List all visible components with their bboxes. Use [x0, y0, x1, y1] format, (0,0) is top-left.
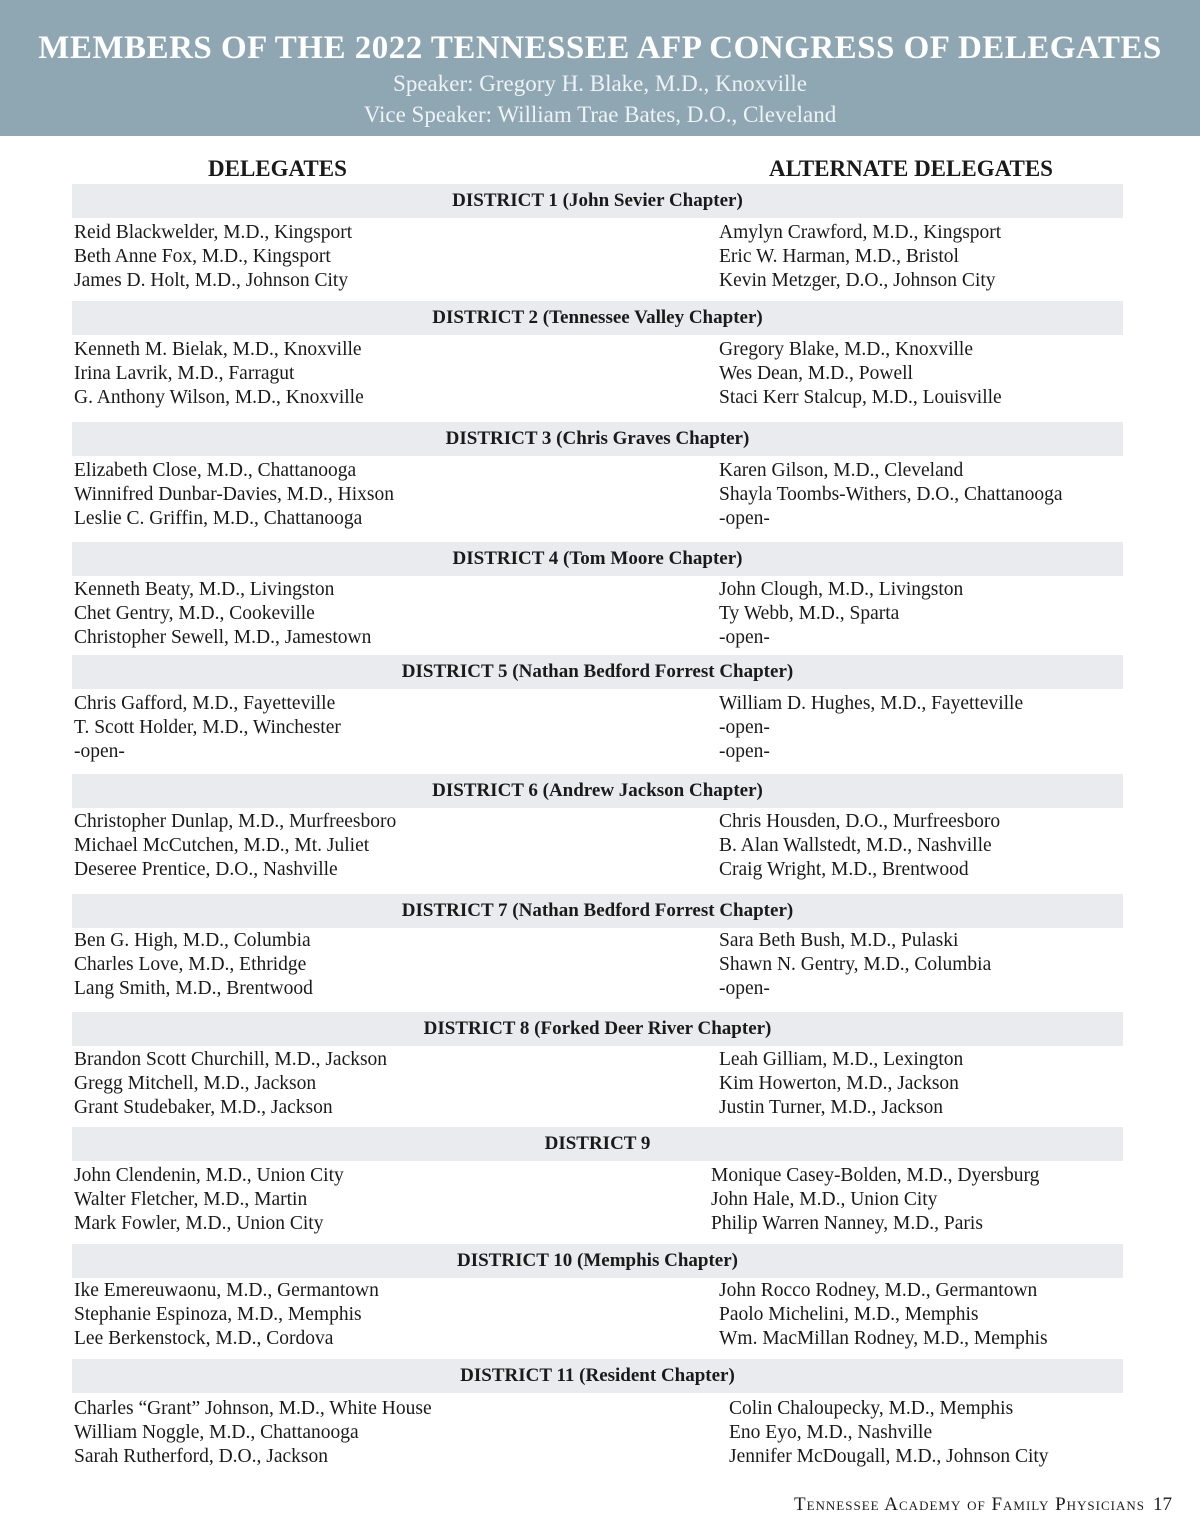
delegate-name: Christopher Dunlap, M.D., Murfreesboro: [74, 811, 397, 832]
district-7-delegates: [74, 929, 313, 1000]
delegate-name: Walter Fletcher, M.D., Martin: [74, 1188, 308, 1210]
alternate-name: Leah Gilliam, M.D., Lexington: [719, 1049, 964, 1070]
district-2-alternates: [719, 338, 1002, 409]
delegate-name: Beth Anne Fox, M.D., Kingsport: [74, 245, 331, 267]
page-title: MEMBERS OF THE 2022 TENNESSEE AFP CONGRESS OF DELEGATES: [38, 30, 1162, 66]
district-4-delegates: [74, 578, 371, 649]
district-10-delegates: [74, 1279, 379, 1350]
district-5-alternates: [719, 692, 1023, 763]
delegate-name: James D. Holt, M.D., Johnson City: [74, 269, 349, 291]
delegate-name: Gregg Mitchell, M.D., Jackson: [74, 1072, 317, 1094]
delegate-name: Stephanie Espinoza, M.D., Memphis: [74, 1303, 362, 1325]
alternate-name: B. Alan Wallstedt, M.D., Nashville: [719, 834, 992, 856]
district-5-heading: DISTRICT 5 (Nathan Bedford Forrest Chapter): [72, 655, 1123, 689]
alternate-name: Eric W. Harman, M.D., Bristol: [719, 245, 959, 267]
district-3-delegates: [74, 459, 394, 530]
district-10-heading: DISTRICT 10 (Memphis Chapter): [72, 1244, 1123, 1278]
delegate-name: Christopher Sewell, M.D., Jamestown: [74, 626, 372, 648]
delegate-name: Charles “Grant” Johnson, M.D., White House: [74, 1398, 432, 1419]
alternate-name: -open-: [719, 507, 770, 529]
alternate-name: Wes Dean, M.D., Powell: [719, 362, 913, 384]
delegate-name: Michael McCutchen, M.D., Mt. Juliet: [74, 834, 370, 856]
alternate-name: -open-: [719, 626, 770, 648]
alternate-name: Monique Casey-Bolden, M.D., Dyersburg: [711, 1165, 1040, 1186]
district-1-alternates: [719, 221, 1001, 292]
alternate-name: Chris Housden, D.O., Murfreesboro: [719, 811, 1001, 832]
header-banner: [0, 0, 1200, 136]
district-1-heading: DISTRICT 1 (John Sevier Chapter): [72, 184, 1123, 218]
delegate-name: Reid Blackwelder, M.D., Kingsport: [74, 222, 353, 243]
district-11-delegates: [74, 1397, 432, 1468]
delegate-name: Winnifred Dunbar-Davies, M.D., Hixson: [74, 483, 394, 505]
alternate-name: Paolo Michelini, M.D., Memphis: [719, 1303, 979, 1325]
delegate-name: Grant Studebaker, M.D., Jackson: [74, 1096, 333, 1118]
district-8-delegates: [74, 1048, 387, 1119]
alternate-name: Shayla Toombs-Withers, D.O., Chattanooga: [719, 483, 1063, 505]
delegate-name: Elizabeth Close, M.D., Chattanooga: [74, 460, 357, 481]
alternate-name: Shawn N. Gentry, M.D., Columbia: [719, 953, 992, 975]
alternate-name: Jennifer McDougall, M.D., Johnson City: [729, 1445, 1049, 1467]
alternate-name: Craig Wright, M.D., Brentwood: [719, 858, 969, 880]
delegate-name: -open-: [74, 740, 125, 762]
district-7-alternates: [719, 929, 991, 1000]
district-9-alternates: [711, 1164, 1039, 1235]
district-9-heading: DISTRICT 9: [72, 1127, 1123, 1161]
alternate-name: Amylyn Crawford, M.D., Kingsport: [719, 222, 1002, 243]
district-6-alternates: [719, 810, 1000, 881]
delegate-name: Kenneth M. Bielak, M.D., Knoxville: [74, 339, 362, 360]
delegate-name: Leslie C. Griffin, M.D., Chattanooga: [74, 507, 363, 529]
delegate-name: Mark Fowler, M.D., Union City: [74, 1212, 324, 1234]
delegate-name: Chet Gentry, M.D., Cookeville: [74, 602, 315, 624]
alternate-name: Justin Turner, M.D., Jackson: [719, 1096, 944, 1118]
publication-name: Tennessee Academy of Family Physicians: [793, 1494, 1145, 1515]
delegate-name: Lang Smith, M.D., Brentwood: [74, 977, 313, 999]
district-4-alternates: [719, 578, 963, 649]
alternate-name: Kevin Metzger, D.O., Johnson City: [719, 269, 996, 291]
delegate-name: William Noggle, M.D., Chattanooga: [74, 1421, 359, 1443]
district-2-delegates: [74, 338, 364, 409]
alternate-name: Wm. MacMillan Rodney, M.D., Memphis: [719, 1327, 1048, 1349]
district-9-delegates: [74, 1164, 344, 1235]
alternate-name: Sara Beth Bush, M.D., Pulaski: [719, 930, 959, 951]
alternate-name: Philip Warren Nanney, M.D., Paris: [711, 1212, 983, 1234]
delegate-name: John Clendenin, M.D., Union City: [74, 1165, 344, 1186]
delegate-name: Ike Emereuwaonu, M.D., Germantown: [74, 1280, 379, 1301]
district-11-alternates: [729, 1397, 1049, 1468]
alternate-name: John Clough, M.D., Livingston: [719, 579, 964, 600]
page-number: 17: [1153, 1494, 1172, 1515]
district-4-heading: DISTRICT 4 (Tom Moore Chapter): [72, 542, 1123, 576]
delegate-name: Sarah Rutherford, D.O., Jackson: [74, 1445, 328, 1467]
alternate-name: Kim Howerton, M.D., Jackson: [719, 1072, 959, 1094]
delegate-name: Charles Love, M.D., Ethridge: [74, 953, 307, 975]
page-footer: [794, 1491, 1172, 1519]
speaker-line: Speaker: Gregory H. Blake, M.D., Knoxville: [393, 71, 807, 96]
delegates-column-heading: DELEGATES: [208, 156, 347, 181]
district-2-heading: DISTRICT 2 (Tennessee Valley Chapter): [72, 301, 1123, 335]
district-11-heading: DISTRICT 11 (Resident Chapter): [72, 1359, 1123, 1393]
alternate-name: William D. Hughes, M.D., Fayetteville: [719, 693, 1024, 714]
delegate-name: Brandon Scott Churchill, M.D., Jackson: [74, 1049, 388, 1070]
alternate-name: Eno Eyo, M.D., Nashville: [729, 1421, 933, 1443]
alternates-column-heading: ALTERNATE DELEGATES: [769, 156, 1053, 181]
district-7-heading: DISTRICT 7 (Nathan Bedford Forrest Chapter): [72, 894, 1123, 928]
delegate-name: T. Scott Holder, M.D., Winchester: [74, 716, 341, 738]
district-8-alternates: [719, 1048, 963, 1119]
alternate-name: -open-: [719, 716, 770, 738]
alternate-name: Colin Chaloupecky, M.D., Memphis: [729, 1398, 1014, 1419]
alternate-name: John Hale, M.D., Union City: [711, 1188, 938, 1210]
delegate-name: Deseree Prentice, D.O., Nashville: [74, 858, 338, 880]
delegate-name: Ben G. High, M.D., Columbia: [74, 930, 311, 951]
district-8-heading: DISTRICT 8 (Forked Deer River Chapter): [72, 1012, 1123, 1046]
alternate-name: Staci Kerr Stalcup, M.D., Louisville: [719, 386, 1002, 408]
district-5-delegates: [74, 692, 341, 763]
delegate-name: Lee Berkenstock, M.D., Cordova: [74, 1327, 334, 1349]
delegate-name: G. Anthony Wilson, M.D., Knoxville: [74, 386, 364, 408]
alternate-name: Ty Webb, M.D., Sparta: [719, 602, 900, 624]
delegate-name: Chris Gafford, M.D., Fayetteville: [74, 693, 336, 714]
district-1-delegates: [74, 221, 352, 292]
district-3-alternates: [719, 459, 1063, 530]
vice-speaker-line: Vice Speaker: William Trae Bates, D.O., Cleveland: [363, 102, 837, 127]
alternate-name: -open-: [719, 977, 770, 999]
delegate-name: Kenneth Beaty, M.D., Livingston: [74, 579, 335, 600]
alternate-name: Gregory Blake, M.D., Knoxville: [719, 339, 973, 360]
alternate-name: -open-: [719, 740, 770, 762]
alternate-name: Karen Gilson, M.D., Cleveland: [719, 460, 964, 481]
district-3-heading: DISTRICT 3 (Chris Graves Chapter): [72, 422, 1123, 456]
district-6-heading: DISTRICT 6 (Andrew Jackson Chapter): [72, 774, 1123, 808]
district-10-alternates: [719, 1279, 1048, 1350]
district-6-delegates: [74, 810, 396, 881]
alternate-name: John Rocco Rodney, M.D., Germantown: [719, 1280, 1038, 1301]
delegate-name: Irina Lavrik, M.D., Farragut: [74, 362, 295, 384]
